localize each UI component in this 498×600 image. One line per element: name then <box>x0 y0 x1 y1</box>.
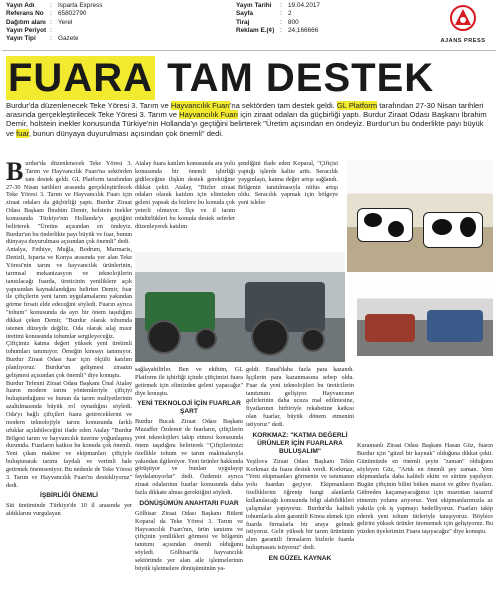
fair-hall-photo <box>357 276 493 356</box>
subhead-text: 'na sektörden tam destek geldi. <box>229 101 337 110</box>
logo-text: AJANS PRESS <box>440 38 486 45</box>
meta-value: Isparta Express <box>58 2 103 9</box>
subhead-text: , bunun dünyaya duyurulması açısından çok önemli" dedi. <box>28 128 224 138</box>
meta-row <box>236 19 299 27</box>
meta-key: Reklam E.(¢) <box>236 26 275 34</box>
article-column-5 <box>246 366 354 600</box>
ajans-press-logo <box>436 4 490 50</box>
headline <box>6 58 492 98</box>
meta-value: Gazete <box>58 35 79 43</box>
section-heading: İŞBİRLİĞİ ÖNEMLİ <box>40 492 98 500</box>
wheel-icon <box>251 318 289 356</box>
headline-rest: TAM DESTEK <box>154 56 435 100</box>
meta-separator: : <box>50 2 52 9</box>
paragraph: Kuramanlı Ziraat Odası Başkanı Hasan Güz, fuarın Burdur için "güzel bir kaynak" olduğuna dikkat çekti. Günümüzde en önemli şeyin "zaman" olduğunu söyleyen Güz, "Artık en önemli şey zaman. Yeni ekipmanlarla daha kaliteli ekim ve sürüm yapılıyor. Bugün çiftçinin bilini büken mazot ve gübre fiyatları. Gübreden kaçamayacağımız için mazottan tasarruf etmenin yolunu arıyoruz. Yeni ekipmanlarımızla az yakıtla çok iş yapmayı hedefliyoruz. Fuarları takip ederek yeni tohum türleriyle tanışıyoruz. Böylece gelirini yüksek ürünler ürememek için gelişiyoruz. Bu yüzden üyelerimizi Fuara taşıyacağız" diye konuştu. <box>357 442 493 536</box>
drop-cap: B <box>6 160 24 186</box>
meta-separator: : <box>50 10 52 18</box>
paragraph: sağlayabilirler. Ben ve ekibim, GL Platform ile işbirliği içinde çiftçimizi fuara getirmek için elimizden geleni yapacağız" diye konuştu. <box>135 366 243 397</box>
article-column-6 <box>357 442 493 600</box>
meta-value: 2 <box>288 10 292 18</box>
meta-key: Yayın Tipi <box>6 35 36 43</box>
meta-key: Sayfa <box>236 10 254 18</box>
meta-row <box>6 27 58 35</box>
section-heading: YENİ TEKNOLOJİ İÇİN FUARLAR ŞART <box>137 400 241 416</box>
meta-separator: : <box>280 10 282 18</box>
subhead-text: tarafından 27-30 Nisan tarihleri arasında gerçekleştirilecek Teke Yöresi 3. Tarım ve <box>6 101 484 120</box>
cattle-photo <box>347 160 493 272</box>
machine-icon <box>365 314 415 342</box>
ajans-press-logo-icon <box>449 4 477 32</box>
subheadline <box>6 101 492 138</box>
wheel-icon <box>195 328 217 350</box>
tractor-photo <box>135 252 345 362</box>
clipping-metadata <box>2 2 496 52</box>
wheel-icon <box>301 328 325 352</box>
paragraph: geldi. Esnaf'daha fazla para kazandı. İşçilerin para kazanmasına sebep oldu. Fuar da yeni teknolojileri bu üreticilerin tanıtımını gelişiyor. Hayvancının gelirlerinin daha ucuza mal edilmesine, fiyatlarının birbiriyle rekabetine katkısı olan fuarlar, büyük dönem etmenini istiyoruz" dedi. <box>246 366 354 428</box>
subhead-text: Burdur'da düzenlenecek Teke Yöresi 3. Tarım ve <box>6 101 171 110</box>
cow-icon <box>357 208 413 242</box>
meta-separator: : <box>280 2 282 9</box>
article-column-1 <box>6 160 132 600</box>
subhead-keyword: Hayvancılık Fuarı <box>170 101 230 110</box>
meta-separator: : <box>50 26 52 34</box>
paragraph: urdur'da düzenlenecek Teke Yöresi 3. Tarım ve Hayvancılık Fuarı'na sektörden tam destek geldi. GL Platform tarafından 27-30 Nisan tarihleri arasında gerçekleştirilecek Teke Yöresi 3. Tarım ve Hayvancılık Fuarı için ziraat odaları da güçbirliği yaptı. Burdur Ziraat Odası Başkanı İbrahim Demir, holstein inekler konusunda Türkiye'nin Hollanda'yı geçtiğini belirterek "Üretim açısından en öndeyiz. Burdur'un bu önderlikte payı büyük ve fuar, bunun dünyaya duyurulması açısından çok önemli" dedi. <box>6 160 132 246</box>
meta-row <box>236 27 318 35</box>
paragraph: Atalay fuara katılım konusunda ara yolu konusunda bir önemli işbirliği gidileceğine ilişkin destek gerektiğine dikkat çekti. Atalay, "Bizler ziraat odaları olarak katılım için elimizden geleni yapsak da bizlere bu konuda çok yeterli olmuyor. İlçe ve il tarım müdürlükleri bu konuda destek seferler düzenleyerek katılım <box>135 160 235 230</box>
cow-icon <box>423 212 483 248</box>
header-divider <box>2 50 496 51</box>
section-heading: DÖNÜŞÜMÜN ANAHTARI FUAR <box>139 499 239 507</box>
meta-value: Yerel <box>58 18 73 26</box>
article-column-4 <box>135 366 243 600</box>
meta-separator: : <box>280 26 282 34</box>
paragraph: şendiğini ifade eden Koparal, "Çiftçisi yaptığı işlerde kalite arttı. Seracılık yaygınlaştı, katma değer artışı sağlandı. Bölgenin tanıtılmasıyla nüfus artışı oldu. Seracılık yapmak için bölgeye yeni isleler <box>238 160 338 207</box>
paragraph: Burdur Tefenni Ziraat Odası Başkanı Ünal Atalay fuarın modern tarım yöntemleriyle çiftçiyi buluşturduğunu ve bunun da tarım maliyetlerinin azaltılmasında büyük rol oynadığını söyledi. Oda'yı bağlı çiftçileri fuara getireceklerini ve modern teknolojiyle tarım konusunda farklı ufuklar açılabileceğini ifade eden Atalay "Burdur Bölgesi tarım ve hayvancılık üzerine yoğunlaşmış durumda. Fuarların katkısı bu konuda çok önemli. Yeni çıkan makine ve ekipmanları çiftçiyle buluşturarak tarımı faydalı ve verimli hale getirmek önemseniyor. Bu nedenle de Teke Yöresi 3. Tarım ve Hayvancılık Fuarı'nı destekliyoruz" dedi. <box>6 379 132 489</box>
paragraph: Antalya, Fethiye, Muğla, Bodrum, Marmaris, Denizli, Isparta ve Konya arasında yer alan Teke Yöresi'nin tarım ve hayvancılık ürünlerinin, tarımsal mekanizasyon ve teknolojilerin tanıtılacağı fuarda, üreticinin yeniliklere açık yapısından kaynaklandığını belirten Demir, fuar ile çiftçilerin yeni tarım uygulamalarını yakından görme fırsatı elde edeceğini söyledi. Fuarın ayrıca "tohum" konusunda da ayrı bir önem taşıdığını dikkat çeken Demir, "Burdur olarak tohumda istenen düzeyde değiliz. Oda olarak sılaj mısır üretimi konusunda tohumlar sergileyeceğiz. <box>6 246 132 340</box>
meta-key: Yayın Tarihi <box>236 2 272 9</box>
paragraph: Süt üretiminde Türkiye'de 10 il arasında yer aldıklarını vurgulayan <box>6 502 132 518</box>
meta-key: Tiraj <box>236 18 250 26</box>
subhead-text: için ziraat odaları da güçbirliği yaptı. Burdur Ziraat Odası Başkanı İbrahim Demir, holstein inekler konusunda Türkiye'nin Hollanda'yı geçtiğini belirterek "Üretim açısından en öndeyiz. Burdur'un bu önderlikte payı büyük ve <box>6 110 487 138</box>
subhead-keyword: fuar <box>16 128 29 138</box>
meta-separator: : <box>280 18 282 26</box>
meta-key: Yayın Periyot <box>6 26 47 34</box>
paragraph: Burdur Bucak Ziraat Odası Başkanı Muzaffer Özdemir de fuarların, çiftçilerin yeni teknolojileri takip etmesi konusunda önem taşıdığını belirterek "Çiftçilerimizi özellikle tohum ve tarım makinalarıyla yakından ilgileniyor. Yeni ürünler hakkında görüşüyor ve bunları uygulayıp faydalanıyorlar" dedi. Özdemir ayrıca ziraat odalarının fuarlar konusunda daha fazla dikkate almas gerektiğini söyledi. <box>135 418 243 496</box>
meta-row <box>6 10 86 18</box>
meta-key: Dağıtım alanı <box>6 18 46 26</box>
meta-key: Referans No <box>6 10 44 18</box>
section-heading: KORKMAZ: "KATMA DEĞERLİ ÜRÜNLER İÇİN FUARLARA BULUŞALIM" <box>252 431 348 455</box>
paragraph: Çiftçimiz katma değeri yüksek yeni üretimli tohumları tanımıyor. Örneğin kinoayı tanımıyor. Burdur Ziraat Odası fuar için ölçülü katılım planlıyoruz. Burdur'un gelişmesi ziraatın gelişmesi açısından çok önemli" diye konuştu. <box>6 340 132 379</box>
meta-row <box>236 2 320 10</box>
paragraph: Gölhisar Ziraat Odası Başkanı Bülent Koparal da Teke Yöresi 3. Tarım ve Hayvancılık Fuarı'nın, ürün tanıtımı ve çiftçinin yenilikleri görmesi ve bölgenin tanıtımı açısından önemli olduğunu söyledi. Gölhisar'da hayvancılık sektöründe yer alan aile işletmelerinin büyük işletmelere dönüşümünün ya- <box>135 509 243 572</box>
meta-row <box>6 2 102 10</box>
meta-row <box>236 10 292 18</box>
wheel-icon <box>147 320 181 354</box>
subhead-keyword: GL Platform <box>336 101 378 110</box>
meta-key: Yayın Adı <box>6 2 35 9</box>
paragraph: Yeşilova Ziraat Odası Başkanı Tekin Korkmaz da fuara destek verdi. Korkmaz, "Yeni ekipmanları görmenin ve tanımanın yolu fuardan geçiyor. Ekipmanların özelliklerini öğrenip hangi alanlarda kullanılacağı konusunda bilgi alabildikleri çalışmalar yapıyoruz. Burdur'da kaliteli tohumlarla alım garantili Kinoa ekmek için fuarda firmalarla bir araya gelmek istiyoruz. Gelir yüksek bir tarım ürününün alım garantili firmaların bizlerle fuarda buluşmasını istiyoruz" dedi. <box>246 457 354 552</box>
meta-value: 19.04.2017 <box>288 2 320 9</box>
meta-value: 65802790 <box>58 10 87 18</box>
headline-highlight: FUARA <box>8 56 153 100</box>
meta-separator: : <box>50 35 52 43</box>
meta-value: 24,166666 <box>288 26 319 34</box>
section-heading: EN GÜZEL KAYNAK <box>268 554 332 562</box>
meta-value: 800 <box>288 18 299 26</box>
meta-row <box>6 35 79 43</box>
subhead-keyword: Hayvancılık Fuarı <box>179 110 239 120</box>
meta-row <box>6 19 72 27</box>
machine-icon <box>427 310 483 342</box>
meta-separator: : <box>50 18 52 26</box>
